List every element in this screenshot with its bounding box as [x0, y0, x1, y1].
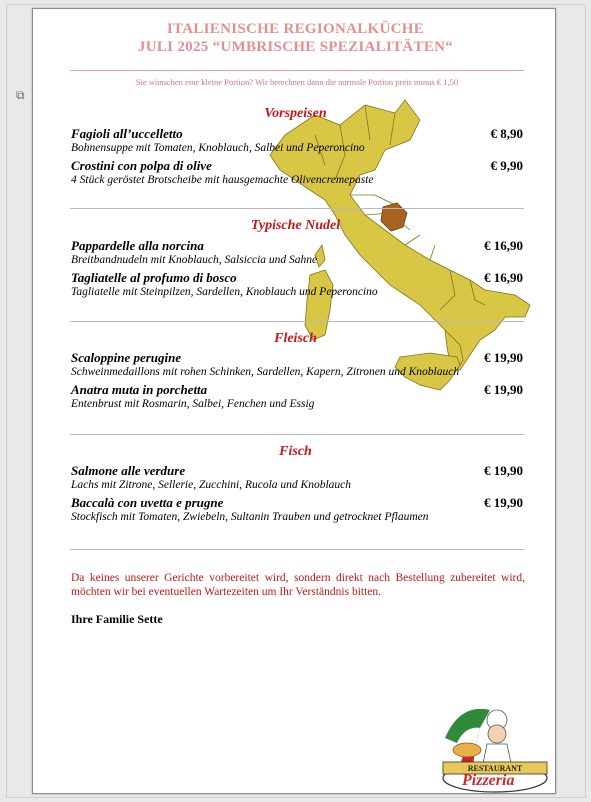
dish-description: 4 Stück geröstet Brotscheibe mit hausgemachte Olivencremepaste	[71, 174, 374, 186]
dish-description: Schweinmedaillons mit rohen Schinken, Sardellen, Kapern, Zitronen und Knoblauch	[71, 366, 460, 378]
dish-item	[71, 126, 525, 155]
dish-price: € 19,90	[484, 382, 523, 397]
dish-name: Scaloppine perugine	[71, 350, 182, 365]
section-title-vorspeisen: Vorspeisen	[264, 106, 327, 121]
dish-item	[71, 495, 525, 524]
dish-price: € 9,90	[490, 158, 523, 173]
menu-title-line-2: JULI 2025 “UMBRISCHE SPEZIALITÄTEN“	[137, 39, 454, 55]
dish-name: Baccalà con uvetta e prugne	[71, 495, 224, 510]
dish-item	[71, 382, 525, 411]
signoff: Ihre Familie Sette	[71, 612, 163, 626]
dish-price: € 19,90	[484, 463, 523, 478]
section-title-fleisch: Fleisch	[274, 331, 317, 346]
section-divider	[70, 549, 524, 550]
waiting-time-notice: Da keines unserer Gerichte vorbereitet wird, sondern direkt nach Bestellung zubereitet wird, möchten wir bei eventuellen Wartezeiten um Ihr Verständnis bitten.	[71, 572, 525, 598]
dish-name: Tagliatelle al profumo di bosco	[71, 270, 237, 285]
dish-description: Breitbandnudeln mit Knoblauch, Salsiccia und Sahne	[71, 254, 318, 266]
small-portion-note: Sie wünschen eine kleine Portion? Wir berechnen dann die normale Portion preis minus € 1,50	[135, 77, 459, 87]
section-title-fisch: Fisch	[279, 444, 312, 459]
logo-banner-text: RESTAURANT	[467, 764, 523, 773]
menu-title-line-1: ITALIENISCHE REGIONALKÜCHE	[166, 21, 425, 37]
dish-item	[71, 463, 525, 492]
dish-price: € 19,90	[484, 350, 523, 365]
dish-name: Fagioli all’uccelletto	[71, 126, 183, 141]
dish-item	[71, 238, 525, 267]
table-move-handle-icon[interactable]: ⧉	[16, 88, 25, 102]
dish-description: Bohnensuppe mit Tomaten, Knoblauch, Salbei und Peperoncino	[71, 142, 365, 154]
dish-description: Lachs mit Zitrone, Sellerie, Zucchini, Rucola und Knoblauch	[71, 479, 352, 491]
dish-price: € 16,90	[484, 238, 523, 253]
dish-name: Crostini con polpa di olive	[71, 158, 212, 173]
section-title-typische-nudel: Typische Nudel	[250, 218, 341, 233]
logo-text: Pizzeria	[462, 772, 515, 789]
dish-item	[71, 270, 525, 299]
dish-description: Stockfisch mit Tomaten, Zwiebeln, Sultanin Trauben und getrocknet Pflaumen	[71, 511, 429, 523]
dish-item	[71, 350, 525, 379]
dish-name: Pappardelle alla norcina	[71, 238, 204, 253]
dish-description: Entenbrust mit Rosmarin, Salbei, Fenchen und Essig	[71, 398, 315, 410]
section-divider	[70, 208, 524, 209]
section-divider	[70, 321, 524, 322]
title-divider	[70, 70, 524, 71]
dish-price: € 8,90	[490, 126, 523, 141]
dish-name: Salmone alle verdure	[71, 463, 186, 478]
dish-name: Anatra muta in porchetta	[71, 382, 208, 397]
section-divider	[70, 434, 524, 435]
dish-price: € 16,90	[484, 270, 523, 285]
dish-price: € 19,90	[484, 495, 523, 510]
dish-description: Tagliatelle mit Steinpilzen, Sardellen, Knoblauch und Peperoncino	[71, 286, 378, 298]
dish-item	[71, 158, 525, 187]
